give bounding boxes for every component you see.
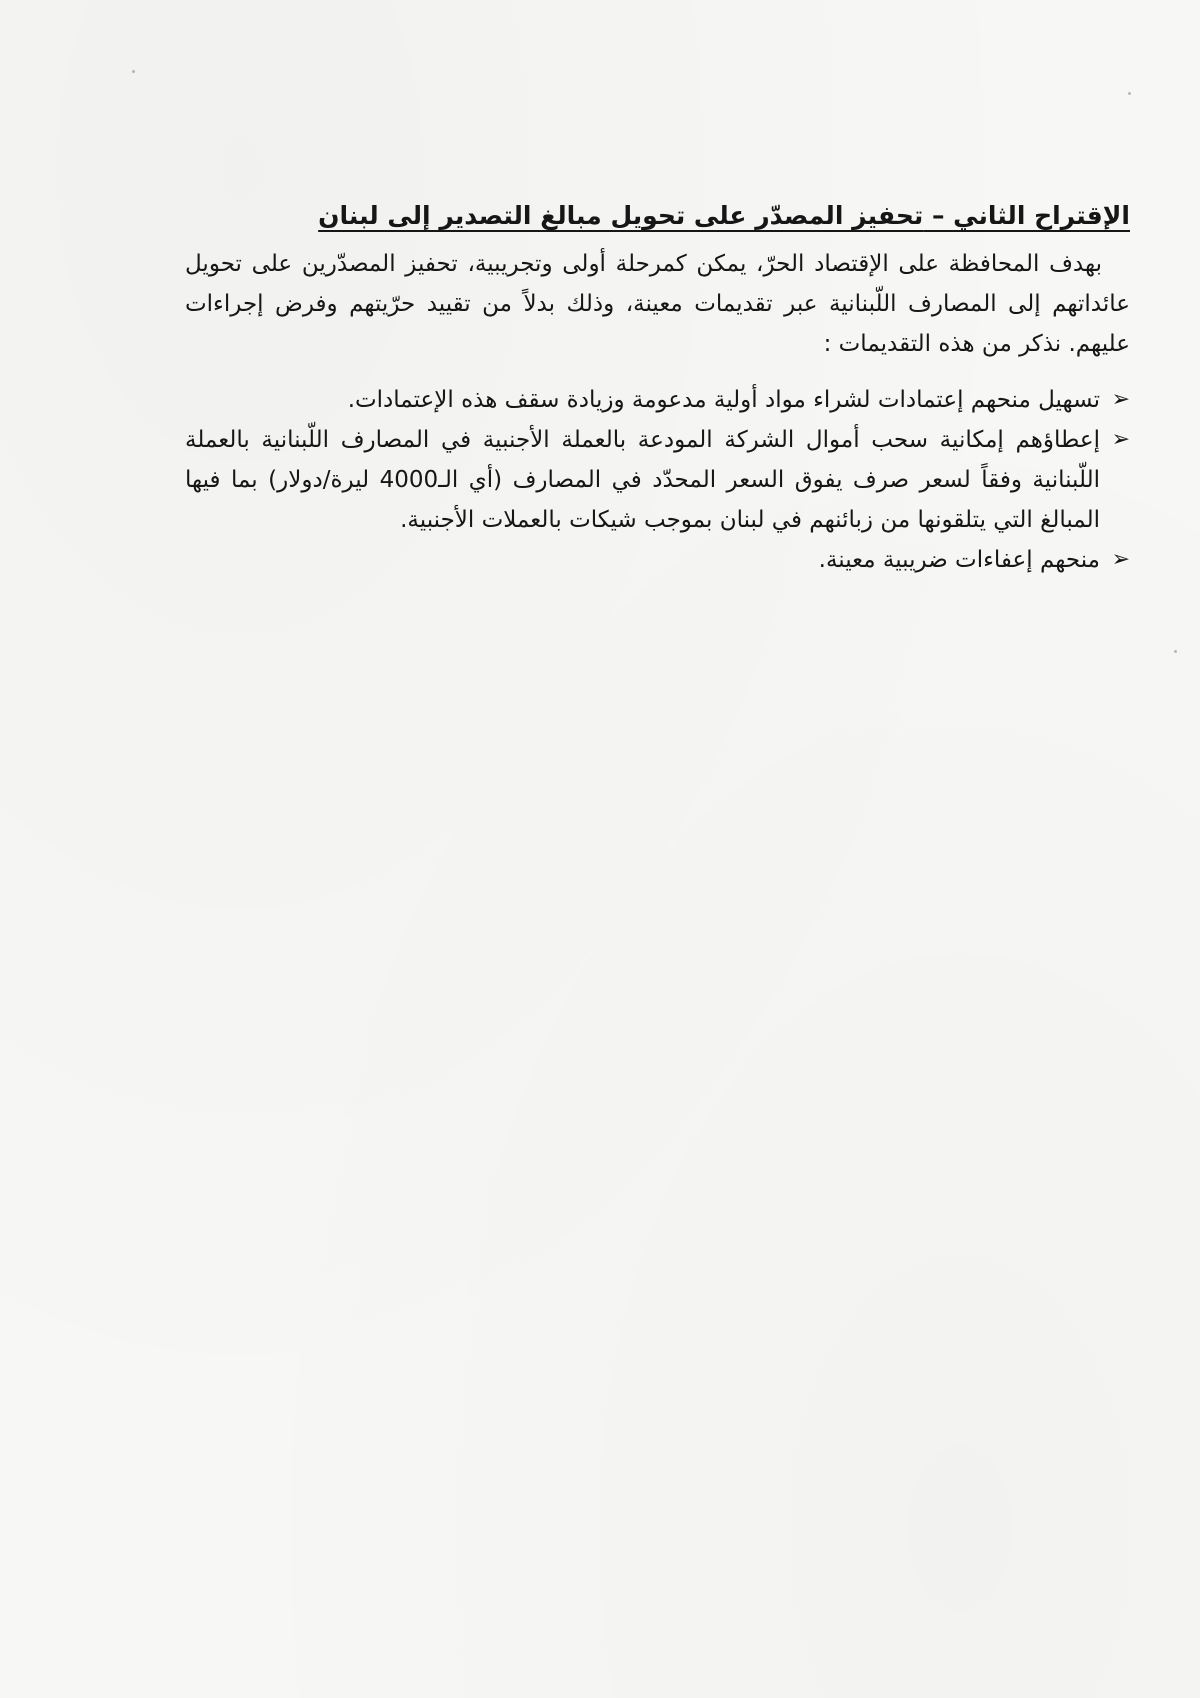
title-prefix: الإقتراح الثاني –	[923, 201, 1130, 230]
document-body	[185, 196, 1130, 580]
proposals-list	[185, 380, 1130, 580]
scan-speck	[1174, 650, 1177, 653]
intro-paragraph: بهدف المحافظة على الإقتصاد الحرّ، يمكن كمرحلة أولى وتجريبية، تحفيز المصدّرين على تحويل عائداتهم إلى المصارف اللّبنانية عبر تقديمات معينة، وذلك بدلاً من تقييد حرّيتهم وفرض إجراءات عليهم. نذكر من هذه التقديمات :	[185, 251, 1130, 357]
list-item	[185, 380, 1130, 420]
list-item-text: إعطاؤهم إمكانية سحب أموال الشركة المودعة بالعملة الأجنبية في المصارف اللّبنانية بالعملة اللّبنانية وفقاً لسعر صرف يفوق السعر المحدّد في المصارف (أي الـ4000 ليرة/دولار) بما فيها المبالغ التي يتلقونها من زبائنهم في لبنان بموجب شيكات بالعملات الأجنبية.	[185, 427, 1100, 533]
list-item-text: منحهم إعفاءات ضريبية معينة.	[818, 547, 1100, 573]
arrow-bullet-icon: ➢	[1111, 547, 1130, 572]
list-item-text: تسهيل منحهم إعتمادات لشراء مواد أولية مدعومة وزيادة سقف هذه الإعتمادات.	[347, 387, 1100, 413]
document-title	[185, 196, 1130, 236]
title-main: تحفيز المصدّر على تحويل مبالغ التصدير إلى لبنان	[318, 201, 924, 230]
list-item	[185, 420, 1130, 540]
scan-speck	[1128, 92, 1131, 95]
arrow-bullet-icon: ➢	[1111, 387, 1130, 412]
list-item	[185, 540, 1130, 580]
scan-speck	[132, 70, 135, 73]
arrow-bullet-icon: ➢	[1111, 427, 1130, 452]
